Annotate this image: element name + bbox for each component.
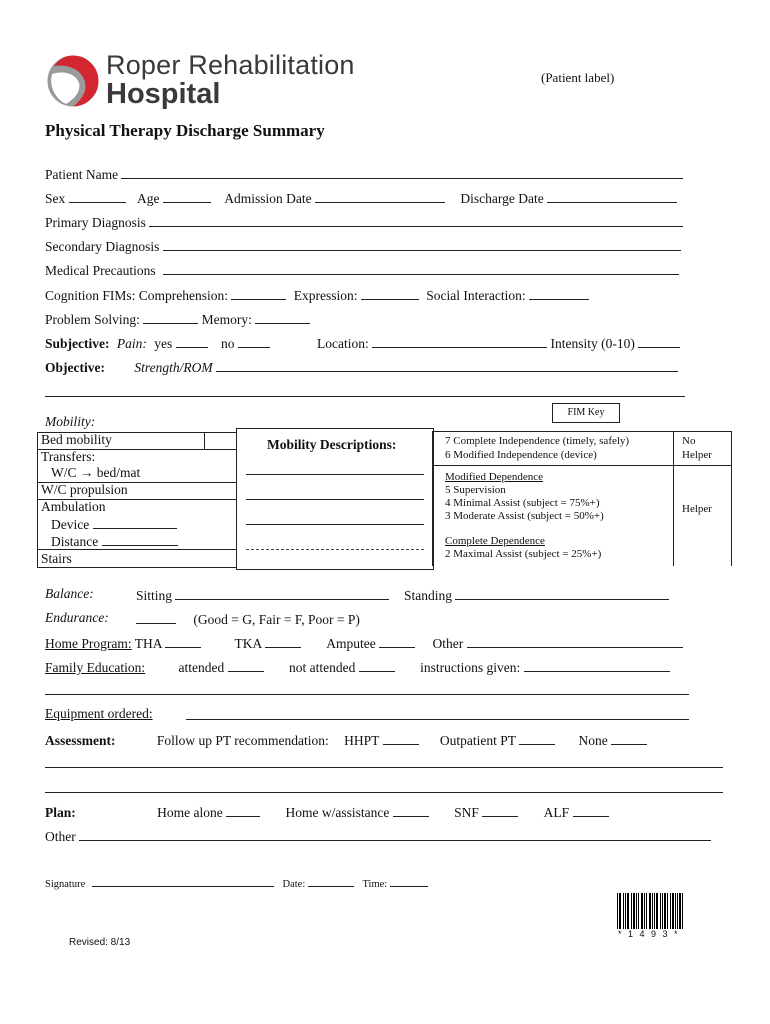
instructions-given-field[interactable] (524, 658, 670, 672)
sex-label: Sex (45, 191, 66, 206)
assessment-line-1[interactable] (45, 767, 723, 768)
logo-text-line1: Roper Rehabilitation (106, 50, 355, 80)
social-interaction-label: Social Interaction: (426, 288, 526, 303)
device-label: Device (51, 517, 90, 532)
mobility-row-stairs: Stairs (41, 551, 72, 566)
medical-precautions-row (45, 261, 679, 279)
mobility-row-distance (51, 532, 178, 550)
hhpt-label: HHPT (344, 733, 380, 748)
date-field[interactable] (308, 876, 354, 887)
mobility-description-line[interactable] (246, 524, 424, 525)
assessment-label: Assessment: (45, 733, 116, 748)
barcode-text: * 1 4 9 3 * (618, 929, 680, 939)
expression-field[interactable] (361, 286, 419, 300)
medical-precautions-field[interactable] (163, 261, 679, 275)
location-label: Location: (317, 336, 369, 351)
home-program-other-field[interactable] (467, 634, 683, 648)
social-interaction-field[interactable] (529, 286, 589, 300)
sitting-row (136, 586, 389, 604)
plan-row (45, 803, 609, 821)
home-alone-field[interactable] (226, 803, 260, 817)
primary-diagnosis-label: Primary Diagnosis (45, 215, 146, 230)
strength-rom-label: Strength/ROM (134, 360, 213, 375)
distance-label: Distance (51, 534, 99, 549)
primary-diagnosis-row (45, 213, 683, 231)
fim-line-7: 7 Complete Independence (timely, safely) (445, 435, 630, 447)
fim-complete-dependence: Complete Dependence (445, 535, 545, 547)
endurance-field[interactable] (136, 610, 176, 624)
time-field[interactable] (390, 876, 428, 887)
mobility-row-device (51, 515, 177, 533)
mobility-row-wc-bed: W/C → bed/mat (51, 465, 141, 480)
subjective-label: Subjective: (45, 336, 110, 351)
distance-field[interactable] (102, 532, 178, 546)
plan-other-field[interactable] (79, 827, 711, 841)
pain-label: Pain: (116, 336, 147, 351)
discharge-date-field[interactable] (547, 189, 677, 203)
strength-rom-field[interactable] (216, 358, 678, 372)
standing-field[interactable] (455, 586, 669, 600)
fim-line-2: 2 Maximal Assist (subject = 25%+) (445, 548, 602, 560)
fim-key-column-divider (673, 432, 674, 566)
logo-mark-icon (44, 52, 102, 110)
home-program-label: Home Program: (45, 636, 132, 651)
objective-label: Objective: (45, 360, 105, 375)
secondary-diagnosis-row (45, 237, 681, 255)
tha-field[interactable] (165, 634, 201, 648)
objective-row (45, 358, 678, 376)
mobility-row-wc-propulsion: W/C propulsion (41, 482, 128, 497)
cognition-row (45, 286, 589, 304)
subjective-row (45, 334, 270, 352)
snf-label: SNF (454, 805, 479, 820)
barcode-bars (616, 893, 684, 929)
family-education-row (45, 658, 670, 676)
discharge-date-label: Discharge Date (460, 191, 544, 206)
sitting-label: Sitting (136, 588, 173, 603)
pain-no-label: no (221, 336, 235, 351)
secondary-diagnosis-field[interactable] (163, 237, 681, 251)
demographics-row (45, 189, 677, 207)
primary-diagnosis-field[interactable] (149, 213, 683, 227)
logo-text-line2: Hospital (106, 78, 221, 110)
outpatient-label: Outpatient PT (439, 733, 516, 748)
mobility-description-line[interactable] (246, 549, 424, 550)
page-title: Physical Therapy Discharge Summary (45, 121, 325, 140)
patient-name-field[interactable] (121, 165, 683, 179)
none-field[interactable] (611, 731, 647, 745)
plan-other-label: Other (45, 829, 76, 844)
mobility-row-bed: Bed mobility (41, 432, 112, 447)
alf-field[interactable] (573, 803, 609, 817)
admission-date-label: Admission Date (224, 191, 312, 206)
balance-label: Balance: (45, 586, 94, 601)
fim-key-title: FIM Key (567, 407, 605, 418)
endurance-scale: (Good = G, Fair = F, Poor = P) (193, 612, 360, 627)
assessment-row (45, 731, 647, 749)
fim-key-label (552, 403, 620, 423)
signature-field[interactable] (92, 876, 274, 887)
alf-label: ALF (543, 805, 570, 820)
comprehension-label: Cognition FIMs: Comprehension: (45, 288, 229, 303)
mobility-label: Mobility: (45, 414, 96, 429)
home-program-row (45, 634, 683, 652)
problem-solving-label: Problem Solving: (45, 312, 140, 327)
patient-label: (Patient label) (541, 70, 615, 85)
standing-row (404, 586, 669, 604)
memory-label: Memory: (201, 312, 252, 327)
intensity-field[interactable] (638, 334, 680, 348)
endurance-label: Endurance: (45, 610, 109, 625)
admission-date-field[interactable] (315, 189, 445, 203)
signature-row (45, 876, 428, 890)
age-field[interactable] (163, 189, 211, 203)
instructions-given-label: instructions given: (420, 660, 521, 675)
fim-no-helper-1: No (682, 435, 696, 447)
pain-yes-field[interactable] (176, 334, 208, 348)
endurance-row (136, 610, 360, 628)
mobility-descriptions-box (236, 428, 434, 570)
patient-name-row (45, 165, 683, 183)
tka-field[interactable] (265, 634, 301, 648)
fim-line-3: 3 Moderate Assist (subject = 50%+) (445, 510, 604, 522)
problem-solving-row (45, 310, 310, 328)
signature-label: Signature (45, 879, 86, 890)
fim-helper: Helper (682, 503, 712, 515)
tka-label: TKA (234, 636, 262, 651)
none-label: None (578, 733, 608, 748)
time-label: Time: (362, 879, 388, 890)
fim-key-row-divider (433, 465, 731, 466)
attended-label: attended (178, 660, 225, 675)
mobility-row-ambulation: Ambulation (41, 499, 106, 514)
location-field[interactable] (372, 334, 547, 348)
revised-date: Revised: 8/13 (69, 937, 131, 948)
home-assist-field[interactable] (393, 803, 429, 817)
equipment-field[interactable] (186, 719, 689, 720)
hospital-logo (44, 50, 374, 114)
amputee-label: Amputee (326, 636, 376, 651)
plan-label: Plan: (45, 805, 76, 820)
memory-field[interactable] (255, 310, 310, 324)
family-education-line-2[interactable] (45, 694, 689, 695)
attended-field[interactable] (228, 658, 264, 672)
mobility-row-transfers: Transfers: (41, 449, 96, 464)
mobility-description-line[interactable] (246, 499, 424, 500)
equipment-label (45, 706, 153, 721)
family-education-label: Family Education: (45, 660, 146, 675)
home-assist-label: Home w/assistance (285, 805, 390, 820)
secondary-diagnosis-label: Secondary Diagnosis (45, 239, 160, 254)
followup-label: Follow up PT recommendation: (156, 733, 329, 748)
standing-label: Standing (404, 588, 453, 603)
assessment-line-2[interactable] (45, 792, 723, 793)
fim-modified-dependence: Modified Dependence (445, 471, 544, 483)
outpatient-field[interactable] (519, 731, 555, 745)
age-label: Age (137, 191, 160, 206)
fim-line-6: 6 Modified Independence (device) (445, 449, 597, 461)
date-label: Date: (282, 879, 306, 890)
expression-label: Expression: (293, 288, 358, 303)
amputee-field[interactable] (379, 634, 415, 648)
tha-label: THA (134, 636, 162, 651)
equipment-row (45, 706, 153, 722)
intensity-label: Intensity (0-10) (550, 336, 635, 351)
plan-other-row (45, 827, 711, 845)
home-alone-label: Home alone (157, 805, 223, 820)
pain-no-field[interactable] (238, 334, 270, 348)
problem-solving-field[interactable] (143, 310, 198, 324)
sitting-field[interactable] (175, 586, 389, 600)
device-field[interactable] (93, 515, 177, 529)
fim-line-4: 4 Minimal Assist (subject = 75%+) (445, 497, 600, 509)
patient-name-label: Patient Name (45, 167, 119, 182)
equipment-label-text: Equipment ordered: (45, 706, 153, 721)
strength-rom-line-2[interactable] (45, 396, 685, 397)
home-program-other-label: Other (432, 636, 464, 651)
fim-no-helper-2: Helper (682, 449, 712, 461)
mobility-description-line[interactable] (246, 474, 424, 475)
snf-field[interactable] (482, 803, 518, 817)
hhpt-field[interactable] (383, 731, 419, 745)
fim-line-5: 5 Supervision (445, 484, 506, 496)
comprehension-field[interactable] (231, 286, 286, 300)
location-row (317, 334, 680, 352)
medical-precautions-label: Medical Precautions (45, 263, 156, 278)
sex-field[interactable] (69, 189, 126, 203)
pain-yes-label: yes (154, 336, 173, 351)
mobility-table-divider (204, 433, 205, 450)
barcode (616, 893, 686, 941)
mobility-descriptions-title: Mobility Descriptions: (267, 437, 397, 452)
not-attended-label: not attended (288, 660, 356, 675)
not-attended-field[interactable] (359, 658, 395, 672)
